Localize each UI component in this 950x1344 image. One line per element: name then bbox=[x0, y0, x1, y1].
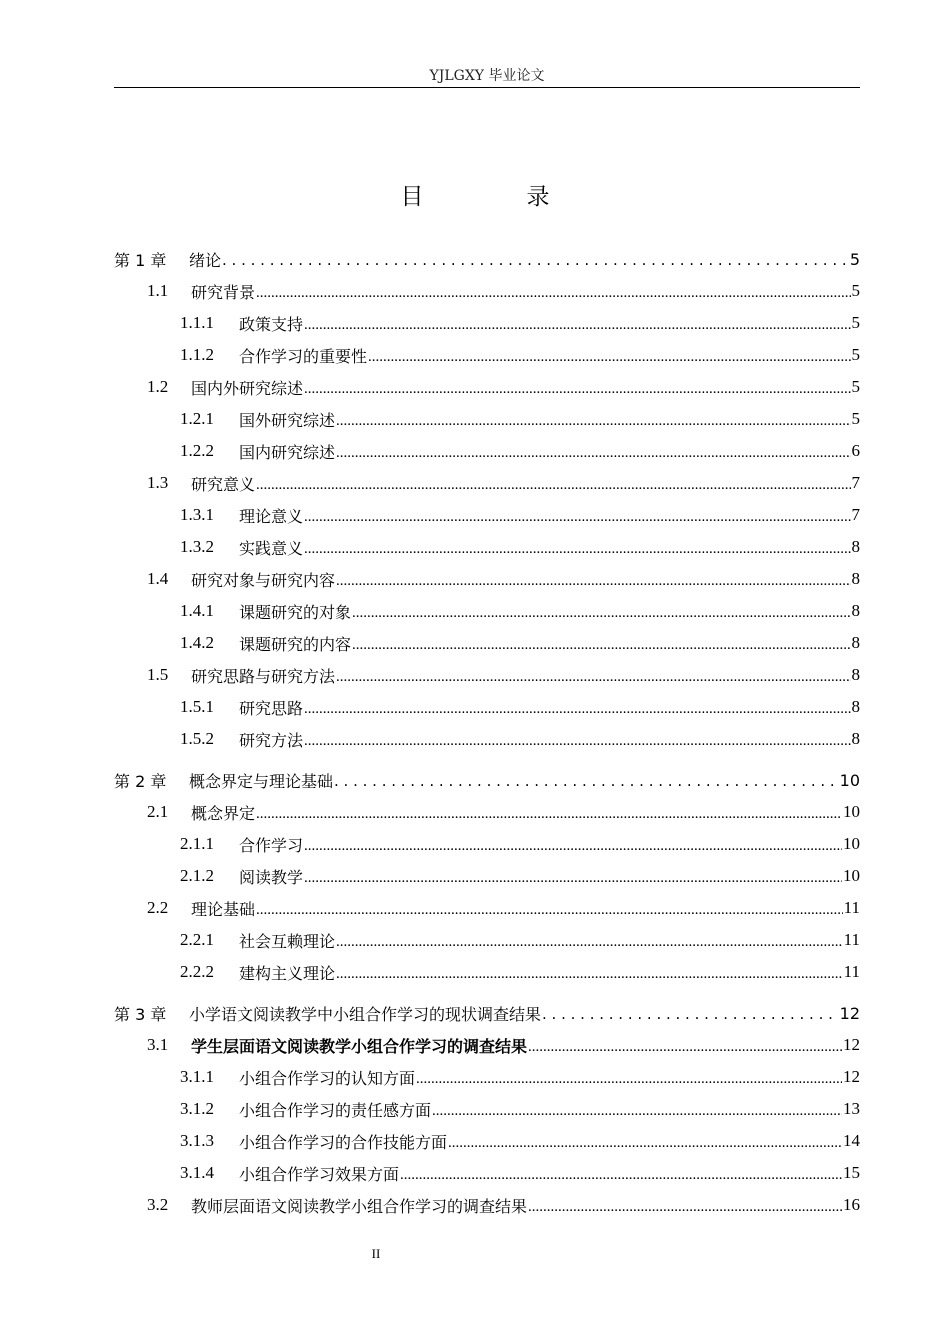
toc-dot-leader bbox=[352, 635, 850, 652]
toc-entry[interactable] bbox=[114, 659, 860, 691]
toc-entry-title: 概念界定与理论基础 bbox=[189, 771, 334, 791]
toc-dot-leader bbox=[304, 699, 850, 716]
toc-entry-title: 建构主义理论 bbox=[239, 963, 336, 983]
toc-dot-leader bbox=[368, 347, 850, 364]
toc-entry[interactable] bbox=[114, 828, 860, 860]
toc-entry-page: 6 bbox=[851, 441, 860, 460]
toc-entry-page: 8 bbox=[851, 697, 860, 716]
toc-entry-number: 1.5.2 bbox=[180, 729, 214, 748]
toc-entry-number: 2.1.1 bbox=[180, 834, 214, 853]
toc-entry-page: 8 bbox=[851, 633, 860, 652]
toc-dot-leader bbox=[528, 1037, 842, 1054]
toc-entry[interactable] bbox=[114, 339, 860, 371]
toc-dot-leader bbox=[304, 539, 850, 556]
toc-entry-number: 3.1 bbox=[147, 1035, 169, 1054]
toc-entry-number: 3.1.1 bbox=[180, 1067, 214, 1086]
toc-entry-number: 1.3.1 bbox=[180, 505, 214, 524]
toc-entry-title: 合作学习的重要性 bbox=[239, 346, 368, 366]
running-header: YJLGXY 毕业论文 bbox=[114, 66, 860, 88]
toc-entry[interactable] bbox=[114, 1189, 860, 1221]
toc-entry-title: 小组合作学习的认知方面 bbox=[239, 1068, 416, 1088]
toc-entry-title: 理论意义 bbox=[239, 506, 304, 526]
toc-dot-leader bbox=[336, 667, 850, 684]
toc-entry[interactable] bbox=[114, 1125, 860, 1157]
toc-entry-number: 第 2 章 bbox=[114, 771, 167, 791]
toc-entry-page: 8 bbox=[851, 601, 860, 620]
toc-dot-leader bbox=[304, 868, 842, 885]
toc-entry-number: 1.1 bbox=[147, 281, 169, 300]
toc-entry[interactable] bbox=[114, 307, 860, 339]
toc-entry-number: 3.2 bbox=[147, 1195, 169, 1214]
toc-entry-title: 绪论 bbox=[189, 250, 222, 270]
toc-entry-page: 5 bbox=[851, 345, 860, 364]
toc-entry[interactable] bbox=[114, 435, 860, 467]
toc-dot-leader bbox=[304, 731, 850, 748]
toc-entry-number: 1.3.2 bbox=[180, 537, 214, 556]
toc-entry-page: 8 bbox=[851, 537, 860, 556]
toc-entry-page: 12 bbox=[843, 1067, 860, 1086]
toc-entry-number: 2.2 bbox=[147, 898, 169, 917]
toc-entry-title: 阅读教学 bbox=[239, 867, 304, 887]
toc-entry[interactable] bbox=[114, 531, 860, 563]
toc-entry[interactable] bbox=[114, 860, 860, 892]
toc-dot-leader bbox=[336, 411, 850, 428]
toc-entry[interactable] bbox=[114, 1029, 860, 1061]
toc-entry-page: 12 bbox=[843, 1035, 860, 1054]
toc-entry-number: 2.2.1 bbox=[180, 930, 214, 949]
toc-entry[interactable] bbox=[114, 499, 860, 531]
toc-entry-page: 5 bbox=[851, 281, 860, 300]
toc-entry-page: 7 bbox=[851, 473, 860, 492]
toc-dot-leader bbox=[528, 1197, 842, 1214]
toc-entry[interactable] bbox=[114, 723, 860, 755]
toc-entry-title: 小组合作学习效果方面 bbox=[239, 1164, 400, 1184]
toc-entry[interactable] bbox=[114, 764, 860, 796]
toc-entry-title: 研究意义 bbox=[191, 474, 256, 494]
toc-entry-page: 5 bbox=[851, 377, 860, 396]
page-number-footer: II bbox=[371, 1246, 381, 1261]
toc-dot-leader bbox=[304, 507, 850, 524]
toc-entry-page: 8 bbox=[851, 729, 860, 748]
toc-entry-number: 3.1.4 bbox=[180, 1163, 214, 1182]
toc-entry-page: 8 bbox=[851, 665, 860, 684]
table-of-contents bbox=[114, 243, 860, 1221]
toc-entry-title: 小组合作学习的合作技能方面 bbox=[239, 1132, 448, 1152]
toc-entry-page: 13 bbox=[843, 1099, 860, 1118]
toc-entry[interactable] bbox=[114, 924, 860, 956]
toc-entry-number: 3.1.2 bbox=[180, 1099, 214, 1118]
toc-dot-leader bbox=[256, 283, 850, 300]
toc-entry-page: 16 bbox=[843, 1195, 860, 1214]
toc-entry-title: 政策支持 bbox=[239, 314, 304, 334]
toc-dot-leader bbox=[336, 571, 850, 588]
toc-entry-number: 1.2 bbox=[147, 377, 169, 396]
toc-entry[interactable] bbox=[114, 243, 860, 275]
toc-entry-page: 10 bbox=[843, 866, 860, 885]
toc-entry-title: 社会互赖理论 bbox=[239, 931, 336, 951]
toc-entry[interactable] bbox=[114, 371, 860, 403]
toc-entry-page: 10 bbox=[843, 802, 860, 821]
toc-entry-number: 2.1.2 bbox=[180, 866, 214, 885]
toc-entry-number: 第 3 章 bbox=[114, 1004, 167, 1024]
toc-entry-title: 研究思路 bbox=[239, 698, 304, 718]
toc-entry-page: 11 bbox=[843, 898, 860, 917]
toc-dot-leader bbox=[304, 315, 850, 332]
toc-dot-leader bbox=[222, 251, 849, 267]
toc-entry-number: 1.4.2 bbox=[180, 633, 214, 652]
toc-entry-page: 5 bbox=[851, 409, 860, 428]
page-title: 目 录 bbox=[400, 184, 590, 210]
toc-entry-number: 1.1.2 bbox=[180, 345, 214, 364]
toc-entry-title: 国内外研究综述 bbox=[191, 378, 304, 398]
toc-entry-number: 1.2.1 bbox=[180, 409, 214, 428]
toc-dot-leader bbox=[416, 1069, 842, 1086]
toc-entry-page: 12 bbox=[839, 1003, 860, 1023]
toc-entry-number: 第 1 章 bbox=[114, 250, 167, 270]
toc-entry-number: 1.4.1 bbox=[180, 601, 214, 620]
toc-dot-leader bbox=[256, 475, 850, 492]
toc-entry-number: 1.2.2 bbox=[180, 441, 214, 460]
toc-entry-title: 课题研究的对象 bbox=[239, 602, 352, 622]
toc-entry-title: 研究方法 bbox=[239, 730, 304, 750]
toc-entry-number: 2.1 bbox=[147, 802, 169, 821]
toc-entry[interactable] bbox=[114, 997, 860, 1029]
toc-entry-page: 15 bbox=[843, 1163, 860, 1182]
toc-entry-page: 7 bbox=[851, 505, 860, 524]
toc-entry-title: 合作学习 bbox=[239, 835, 304, 855]
toc-dot-leader bbox=[304, 836, 842, 853]
toc-entry[interactable] bbox=[114, 1157, 860, 1189]
toc-entry-title: 国外研究综述 bbox=[239, 410, 336, 430]
toc-dot-leader bbox=[336, 964, 843, 981]
toc-entry[interactable] bbox=[114, 595, 860, 627]
toc-entry[interactable] bbox=[114, 1061, 860, 1093]
toc-dot-leader bbox=[352, 603, 850, 620]
toc-entry-page: 10 bbox=[839, 770, 860, 790]
toc-entry[interactable] bbox=[114, 956, 860, 988]
toc-entry-title: 国内研究综述 bbox=[239, 442, 336, 462]
toc-entry-page: 5 bbox=[849, 249, 860, 269]
toc-dot-leader bbox=[400, 1165, 842, 1182]
toc-dot-leader bbox=[432, 1101, 842, 1118]
toc-dot-leader bbox=[448, 1133, 842, 1150]
toc-entry-title: 小组合作学习的责任感方面 bbox=[239, 1100, 432, 1120]
toc-dot-leader bbox=[542, 1005, 839, 1021]
toc-entry-page: 11 bbox=[843, 930, 860, 949]
toc-entry-title: 学生层面语文阅读教学小组合作学习的调查结果 bbox=[191, 1036, 528, 1056]
toc-entry-title: 概念界定 bbox=[191, 803, 256, 823]
toc-entry-number: 2.2.2 bbox=[180, 962, 214, 981]
toc-dot-leader bbox=[256, 804, 842, 821]
toc-entry-title: 小学语文阅读教学中小组合作学习的现状调查结果 bbox=[189, 1004, 542, 1024]
toc-entry[interactable] bbox=[114, 892, 860, 924]
toc-entry[interactable] bbox=[114, 403, 860, 435]
toc-entry[interactable] bbox=[114, 563, 860, 595]
toc-entry[interactable] bbox=[114, 275, 860, 307]
toc-entry[interactable] bbox=[114, 627, 860, 659]
toc-entry-number: 1.5.1 bbox=[180, 697, 214, 716]
toc-entry-page: 5 bbox=[851, 313, 860, 332]
toc-entry-title: 研究思路与研究方法 bbox=[191, 666, 336, 686]
toc-dot-leader bbox=[336, 932, 843, 949]
toc-entry-number: 1.5 bbox=[147, 665, 169, 684]
toc-entry[interactable] bbox=[114, 691, 860, 723]
toc-entry-page: 14 bbox=[843, 1131, 860, 1150]
toc-entry-title: 研究背景 bbox=[191, 282, 256, 302]
toc-entry-title: 实践意义 bbox=[239, 538, 304, 558]
toc-entry-title: 课题研究的内容 bbox=[239, 634, 352, 654]
toc-dot-leader bbox=[256, 900, 843, 917]
toc-entry-number: 1.4 bbox=[147, 569, 169, 588]
toc-entry-number: 1.3 bbox=[147, 473, 169, 492]
toc-entry-title: 研究对象与研究内容 bbox=[191, 570, 336, 590]
toc-entry-title: 理论基础 bbox=[191, 899, 256, 919]
toc-entry-page: 11 bbox=[843, 962, 860, 981]
toc-entry-page: 10 bbox=[843, 834, 860, 853]
toc-entry-page: 8 bbox=[851, 569, 860, 588]
toc-entry-number: 1.1.1 bbox=[180, 313, 214, 332]
toc-entry[interactable] bbox=[114, 467, 860, 499]
toc-entry[interactable] bbox=[114, 1093, 860, 1125]
toc-entry[interactable] bbox=[114, 796, 860, 828]
toc-dot-leader bbox=[334, 772, 839, 788]
toc-entry-number: 3.1.3 bbox=[180, 1131, 214, 1150]
toc-entry-title: 教师层面语文阅读教学小组合作学习的调查结果 bbox=[191, 1196, 528, 1216]
toc-dot-leader bbox=[304, 379, 850, 396]
toc-dot-leader bbox=[336, 443, 850, 460]
